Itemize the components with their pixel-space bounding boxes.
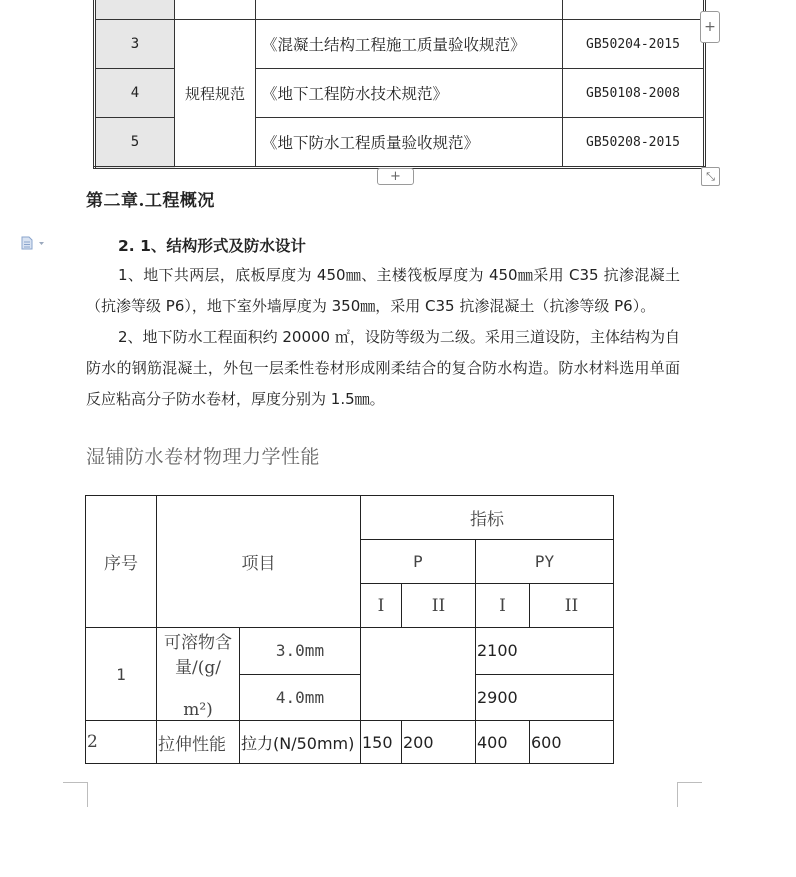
- paragraph-menu-icon[interactable]: [21, 236, 47, 250]
- table-caption: 湿铺防水卷材物理力学性能: [86, 446, 321, 468]
- table-row: [86, 628, 614, 675]
- table-row: [95, 20, 705, 69]
- row1-item-line1: 可溶物含量/(g/: [164, 633, 232, 678]
- row1-py-value1[interactable]: 2100: [476, 628, 614, 675]
- section-title: 2. 1、结构形式及防水设计: [118, 237, 306, 255]
- table-row: [86, 496, 614, 540]
- add-column-button[interactable]: +: [700, 11, 720, 43]
- properties-table[interactable]: [85, 495, 614, 764]
- table-row: [86, 721, 614, 764]
- header-grade-2b[interactable]: II: [530, 584, 614, 628]
- header-grade-1b[interactable]: I: [476, 584, 530, 628]
- paragraph: 2、地下防水工程面积约 20000 ㎡，设防等级为二级。采用三道设防，主体结构为自防水的钢筋混凝土，外包一层柔性卷材形成刚柔结合的复合防水构造。防水材料选用单面反应粘高分子防水卷材，厚度分别为 1.5㎜。: [86, 328, 680, 408]
- row1-item-cell[interactable]: [157, 628, 240, 721]
- header-grade-1[interactable]: I: [361, 584, 402, 628]
- row1-seq[interactable]: 1: [86, 628, 157, 721]
- seq-cell[interactable]: 3: [95, 20, 175, 69]
- table-row: [95, 0, 705, 20]
- row2-py2[interactable]: 600: [530, 721, 614, 764]
- row2-p2[interactable]: 200: [402, 721, 476, 764]
- page-corner-mark: [63, 782, 88, 807]
- row2-py1[interactable]: 400: [476, 721, 530, 764]
- row1-py-value2[interactable]: 2900: [476, 674, 614, 721]
- header-indicator[interactable]: 指标: [361, 496, 614, 540]
- row1-sub1[interactable]: 3.0mm: [240, 628, 361, 675]
- row2-sub[interactable]: 拉力(N/50mm): [240, 721, 361, 764]
- chapter-title: 第二章.工程概况: [86, 191, 215, 211]
- standard-code-cell[interactable]: GB50208-2015: [563, 118, 705, 168]
- row1-p-cell[interactable]: [361, 628, 476, 721]
- row1-sub2[interactable]: 4.0mm: [240, 674, 361, 721]
- page-corner-mark: [677, 782, 702, 807]
- row2-seq[interactable]: 2: [86, 721, 157, 764]
- row2-p1[interactable]: 150: [361, 721, 402, 764]
- header-py[interactable]: PY: [476, 540, 614, 584]
- standard-name-cell[interactable]: 《地下防水工程质量验收规范》: [256, 118, 563, 168]
- header-item[interactable]: 项目: [157, 496, 361, 628]
- standard-code-cell[interactable]: GB50108-2008: [563, 69, 705, 118]
- seq-cell[interactable]: 4: [95, 69, 175, 118]
- header-seq[interactable]: 序号: [86, 496, 157, 628]
- category-cell[interactable]: 规程规范: [175, 20, 256, 168]
- standard-name-cell[interactable]: 《混凝土结构工程施工质量验收规范》: [256, 20, 563, 69]
- standards-table[interactable]: [93, 0, 706, 169]
- standard-name-cell[interactable]: 《地下工程防水技术规范》: [256, 69, 563, 118]
- add-row-button[interactable]: +: [377, 168, 414, 185]
- resize-table-icon[interactable]: ⤡: [701, 167, 720, 186]
- seq-cell[interactable]: 5: [95, 118, 175, 168]
- row1-item-line2: m²): [183, 700, 213, 720]
- standard-code-cell[interactable]: GB50204-2015: [563, 20, 705, 69]
- paragraph: 1、地下共两层，底板厚度为 450㎜、主楼筏板厚度为 450㎜采用 C35 抗渗混凝土（抗渗等级 P6），地下室外墙厚度为 350㎜，采用 C35 抗渗混凝土（抗渗等级 P6）。: [86, 266, 680, 315]
- header-grade-2[interactable]: II: [402, 584, 476, 628]
- row2-item[interactable]: 拉伸性能: [157, 721, 240, 764]
- header-p[interactable]: P: [361, 540, 476, 584]
